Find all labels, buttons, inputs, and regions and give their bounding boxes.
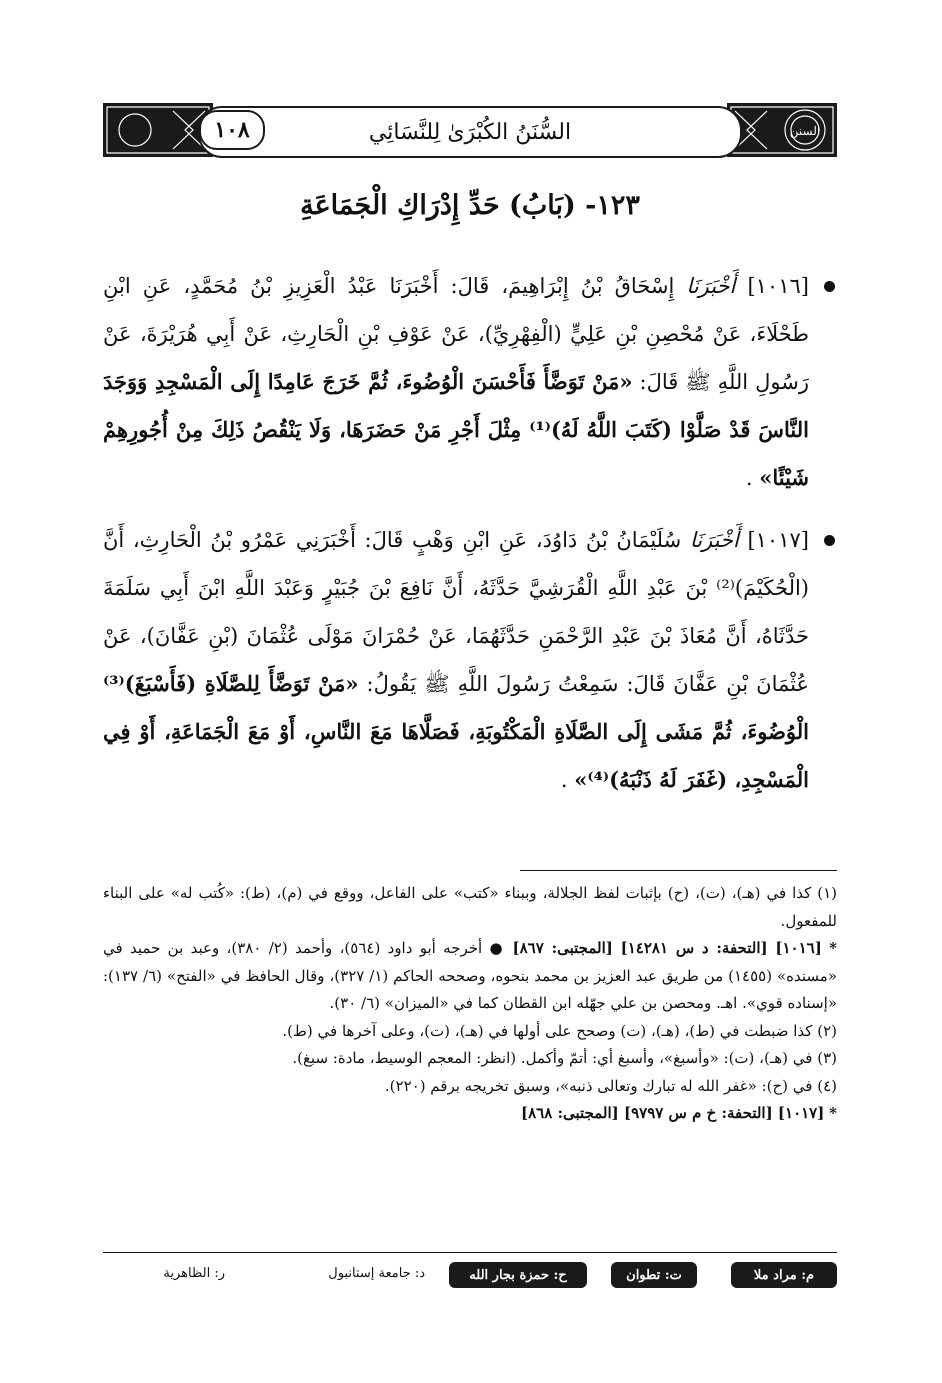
star-marker: * [829,939,838,957]
footnote-1: (١) كذا في (هـ)، (ت)، (ح) بإثبات لفظ الجلالة، وببناء «كتب» على الفاعل، ووقع في (م)، (ط): «كُتب له» على البناء للمفعول. [103,884,837,930]
hadith-number: [١٠١٧] [747,528,809,552]
siglum-t: ت: تطوان [611,1262,697,1288]
siglum-h: ح: حمزة بجار الله [449,1262,587,1288]
svg-text:السنن: السنن [789,124,821,138]
hadith-1016 [103,262,837,502]
hadith-end: . [745,466,753,490]
hadith-chain: سُلَيْمَانُ بْنُ دَاوُدَ، عَنِ ابْنِ وَهْبٍ قَالَ: أَخْبَرَنِي عَمْرُو بْنُ الْحَارِثِ، أَنَّ (الْحُكَيْمَ)⁽²⁾ بْنَ عَبْدِ اللَّهِ الْقُرَشِيَّ حَدَّثَهُ، أَنَّ نَافِعَ بْنَ جُبَيْرٍ وَعَبْدَ اللَّهِ ابْنَ أَبِي سَلَمَةَ حَدَّثَاهُ، أَنَّ مُعَاذَ بْنَ عَبْدِ الرَّحْمَنِ حَدَّثَهُمَا، عَنْ حُمْرَانَ مَوْلَى عُثْمَانَ (بْنِ عَفَّانَ)، عَنْ عُثْمَانَ بْنِ عَفَّانَ قَالَ: سَمِعْتُ رَسُولَ اللَّهِ ﷺ يَقُولُ: [103,528,809,696]
footnote-separator [520,870,837,871]
header-banner [198,106,742,158]
hadith-chain: إِسْحَاقُ بْنُ إِبْرَاهِيمَ، قَالَ: أَخْبَرَنَا عَبْدُ الْعَزِيزِ بْنُ مُحَمَّدٍ، عَنِ ابْنِ طَحْلَاءَ، عَنْ مُحْصِنِ بْنِ عَلِيٍّ (الْفِهْرِيِّ)، عَنْ عَوْفِ بْنِ الْحَارِثِ، عَنْ أَبِي هُرَيْرَةَ، عَنْ رَسُولِ اللَّهِ ﷺ قَالَ: [103,274,809,394]
footnote-3: (٣) في (هـ)، (ت): «وأسبغ»، وأسبغ أي: أتمّ وأكمل. (انظر: المعجم الوسيط، مادة: سبغ). [292,1049,837,1067]
takhrij-1017 [103,1100,837,1128]
chapter-title: ١٢٣- (بَابُ) حَدِّ إِدْرَاكِ الْجَمَاعَةِ [300,190,640,221]
manuscript-sigla [103,1262,837,1290]
ornament-pattern-icon [727,103,837,157]
hadith-matn: «مَنْ تَوَضَّأَ فَأَحْسَنَ الْوُضُوءَ، ثُمَّ خَرَجَ عَامِدًا إِلَى الْمَسْجِدِ وَوَجَدَ النَّاسَ قَدْ صَلَّوْا (كَتَبَ اللَّهُ لَهُ)⁽¹⁾ مِثْلَ أَجْرِ مَنْ حَضَرَهَا، وَلَا يَنْقُصُ ذَلِكَ مِنْ أُجُورِهِمْ شَيْئًا» [103,369,809,490]
footnotes [103,880,837,1128]
page-number: ١٠٨ [199,110,265,150]
takhrij-1016 [103,935,837,1018]
main-text [103,262,837,818]
book-title: السُّنَنُ الكُبْرَىٰ لِلنَّسَائِي [368,119,572,145]
page-header [103,103,837,157]
ornament-pattern-icon [103,103,213,157]
hadith-1017 [103,516,837,804]
takhrij-ref: [١٠١٧] [التحفة: خ م س ٩٧٩٧] [المجتبى: ٨٦٨] [520,1104,825,1122]
left-ornament [103,103,213,157]
hadith-matn: «مَنْ تَوَضَّأَ لِلصَّلَاةِ (فَأَسْبَغَ)⁽³⁾ الْوُضُوءَ، ثُمَّ مَشَى إِلَى الصَّلَاةِ الْمَكْتُوبَةِ، فَصَلَّاهَا مَعَ النَّاسِ، أَوْ مَعَ الْجَمَاعَةِ، أَوْ فِي الْمَسْجِدِ، (غَفَرَ لَهُ ذَنْبَهُ)⁽⁴⁾» [103,671,809,792]
hadith-number: [١٠١٦] [747,274,809,298]
siglum-r: ر: الظاهرية [163,1266,225,1281]
star-marker: * [829,1104,837,1122]
takhrij-text: ● أخرجه أبو داود (٥٦٤)، وأحمد (٢/ ٣٨٠)، وعبد بن حميد في «مسنده» (١٤٥٥) من طريق عبد العزيز بن محمد بنحوه، وصححه الحاكم (١/ ٣٢٧)، وقال الحافظ في «الفتح» (٦/ ١٣٧): «إسناده قوي». اهـ. ومحصن بن علي جهّله ابن القطان كما في «الميزان» (٦/ ٣٠). [103,939,837,1012]
hadith-intro: أَخْبَرَنَا [689,528,739,552]
bullet-icon [824,535,835,546]
siglum-d: د: جامعة إستانبول [328,1266,425,1281]
hadith-end: . [560,768,568,792]
bottom-separator [103,1252,837,1253]
bullet-icon [824,281,835,292]
footnote-4: (٤) في (ح): «غفر الله له تبارك وتعالى ذنبه»، وسبق تخريجه برقم (٢٢٠). [384,1076,837,1095]
siglum-m: م: مراد ملا [731,1262,837,1288]
right-ornament [727,103,837,157]
footnote-2: (٢) كذا ضبطت في (ط)، (هـ)، (ت) وصحح على أولها في (هـ)، (ت)، وعلى آخرها في (ط). [282,1021,837,1040]
hadith-intro: أَخْبَرَنَا [686,274,736,298]
takhrij-ref: [١٠١٦] [التحفة: د س ١٤٢٨١] [المجتبى: ٨٦٧] [512,939,822,957]
